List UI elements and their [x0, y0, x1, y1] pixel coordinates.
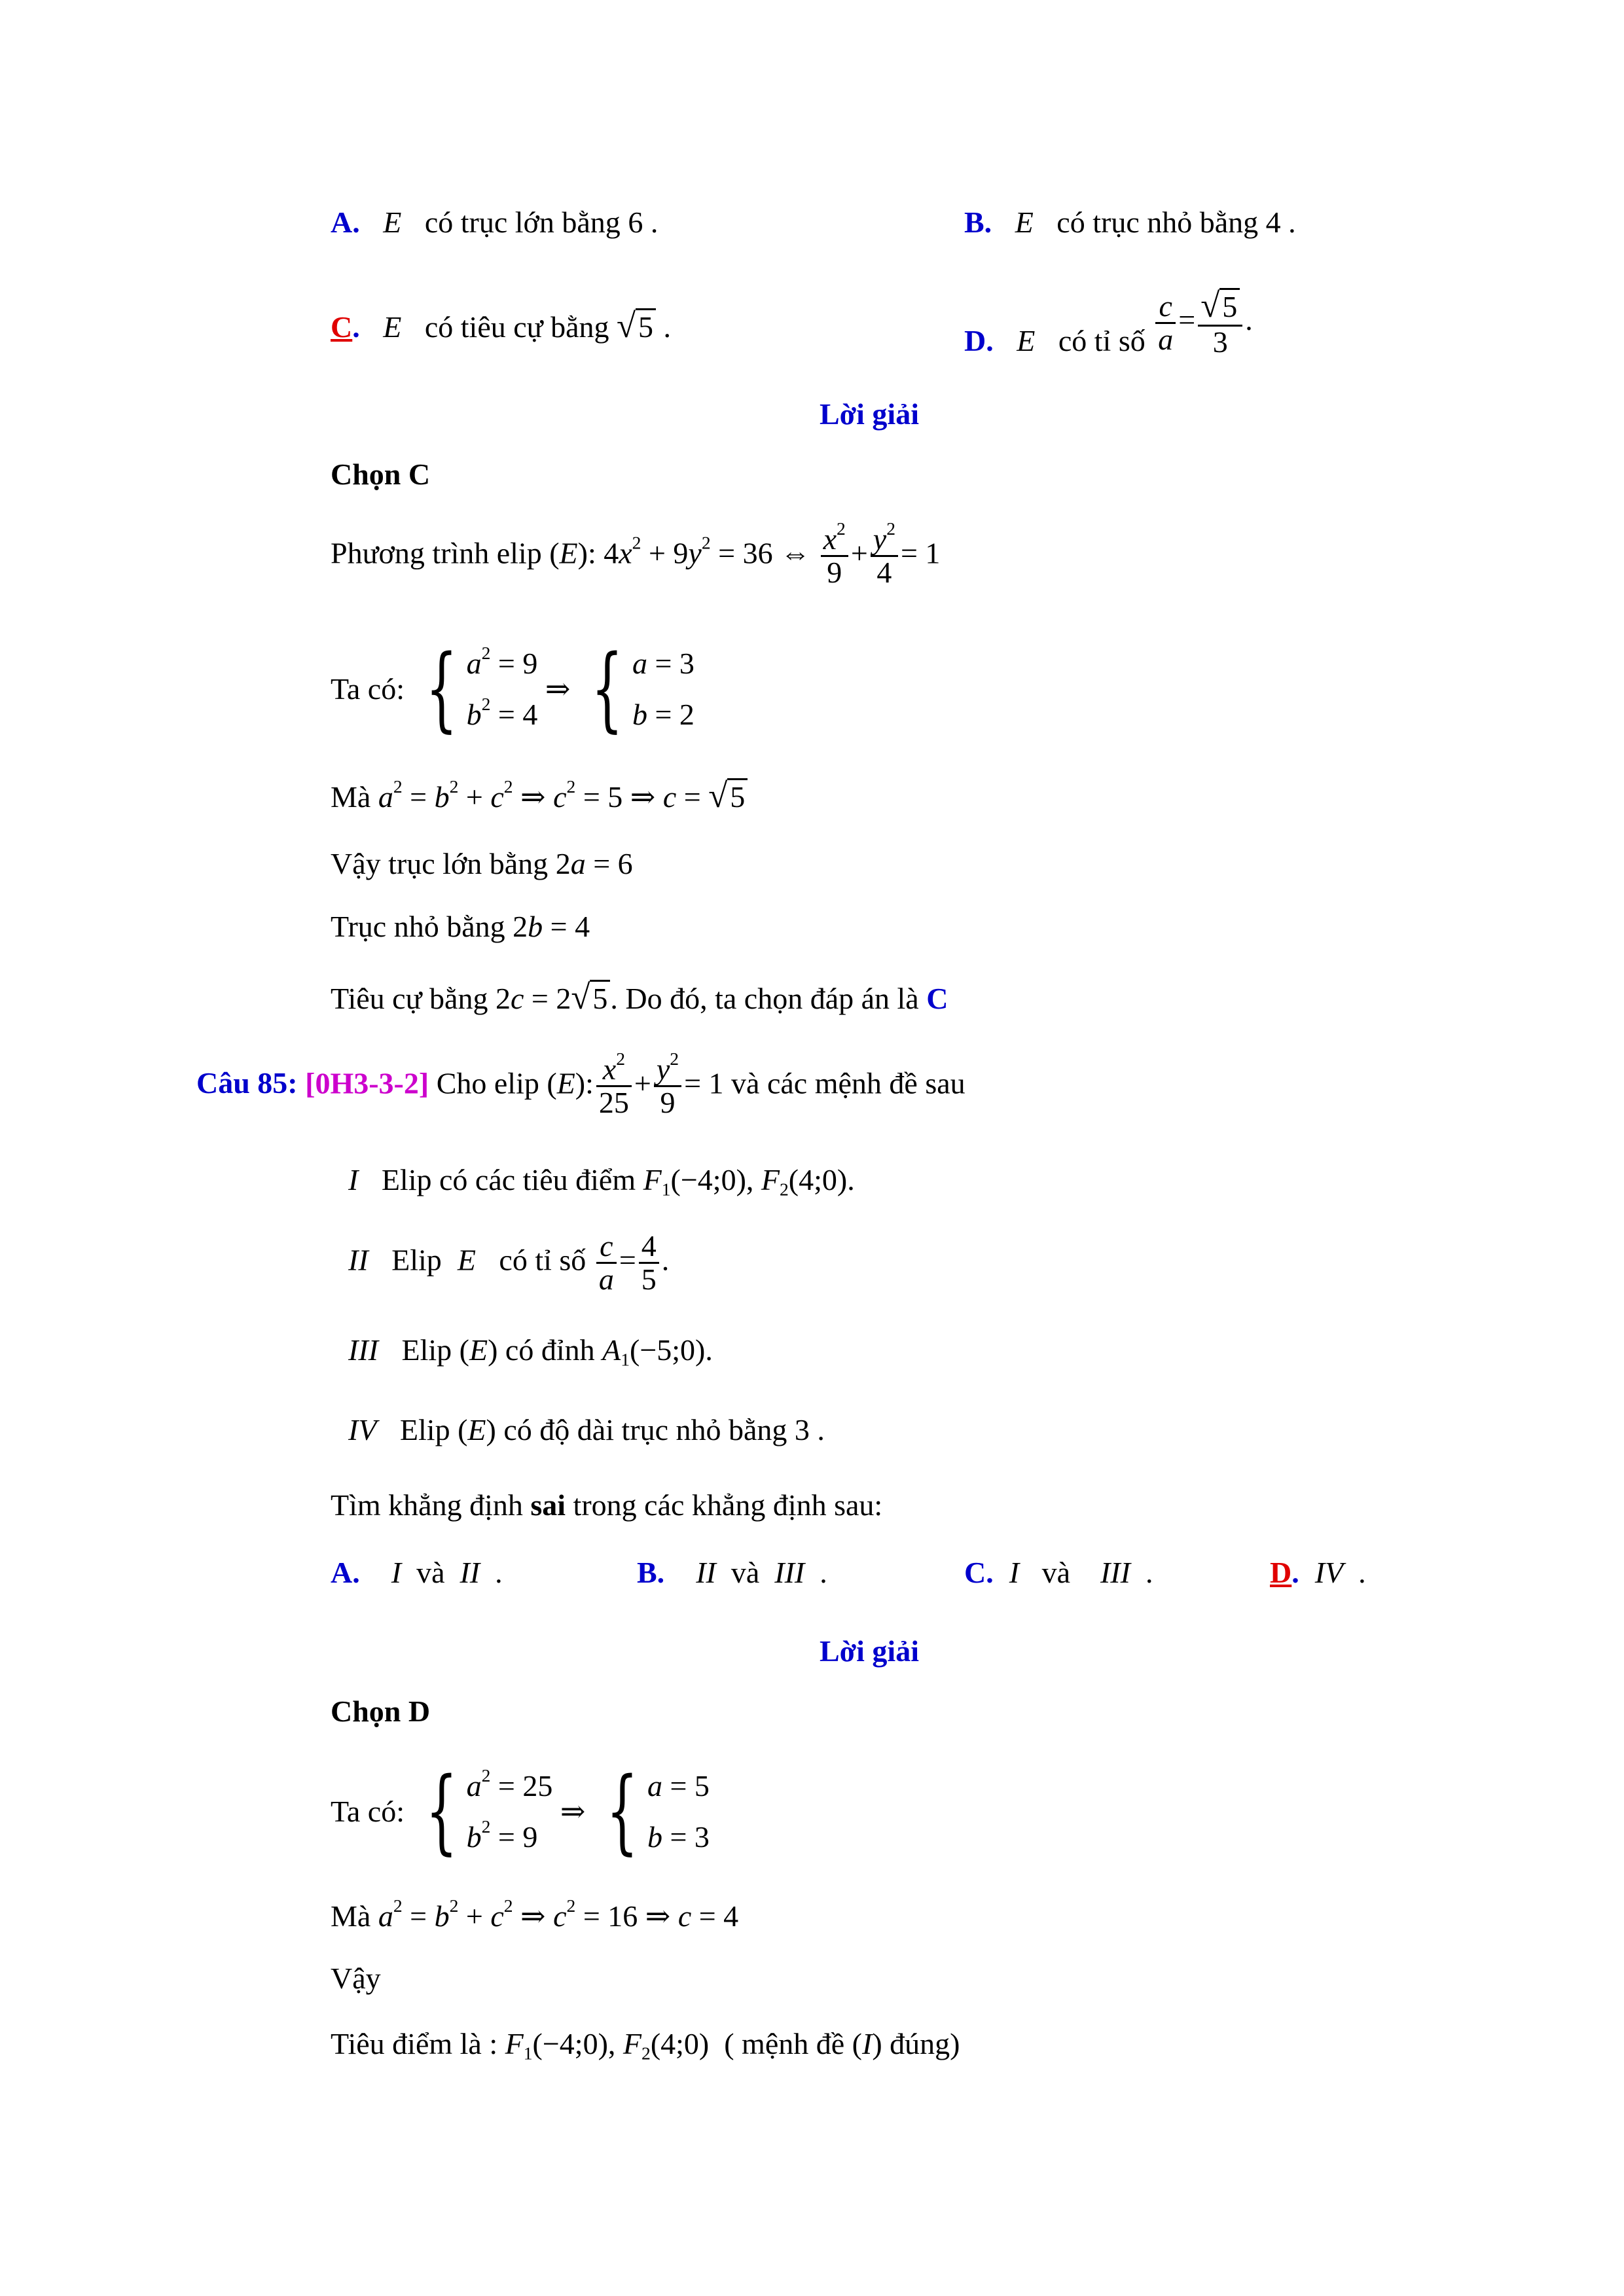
and-c: và	[1041, 1556, 1070, 1589]
statement-2-text-b: có tỉ số	[499, 1243, 586, 1277]
vay-line: Vậy	[331, 1962, 381, 1995]
focus-note-pre: ( mệnh đề	[724, 2027, 845, 2060]
ellipse-equation: Phương trình elip (E): $4x^2 + 9y^2 = 36$ ⇔ $\frac{x^2}{9}$ + $\frac{y^2}{4}$ = 1	[331, 518, 941, 590]
prompt-post: trong các khẳng định sau:	[573, 1488, 883, 1522]
option-b-label: B.	[964, 206, 992, 239]
taco-2: Ta có:	[331, 1795, 405, 1828]
choose-c: Chọn C	[331, 457, 431, 491]
option-b: B. E có trục nhỏ bằng 4 .	[964, 206, 1296, 239]
and-b: và	[731, 1556, 760, 1589]
frac-c: c	[1155, 291, 1176, 324]
q85-option-c: C. I và III .	[964, 1556, 1153, 1589]
frac-3: 3	[1212, 325, 1228, 359]
question-number: Câu 85:	[196, 1066, 298, 1100]
tieu-cu: Tiêu cự bằng	[331, 982, 488, 1015]
option-b-value: 4	[1265, 206, 1281, 239]
major-axis-line: Vậy trục lớn bằng 2a = 6	[331, 847, 633, 880]
option-a-text: có trục lớn bằng	[424, 206, 621, 239]
statement-3-text-b: có đỉnh	[505, 1333, 595, 1367]
statement-4-text: Elip	[399, 1413, 450, 1446]
ma-1: Mà	[331, 780, 371, 814]
option-a-value: 6	[628, 206, 643, 239]
system-2: Ta có: { $a^2 = 25$ $b^2 = 9$ ⇒ { a = 5 b = 3	[331, 1758, 710, 1865]
question-tail: và các mệnh đề sau	[731, 1066, 965, 1100]
minor-axis-line: Trục nhỏ bằng 2b = 4	[331, 910, 590, 943]
q85-option-a: A. I và II .	[331, 1556, 503, 1589]
focus-label: Tiêu điểm là :	[331, 2027, 498, 2060]
question-tag: [0H3-3-2]	[305, 1066, 429, 1100]
focal-line: Tiêu cự bằng 2c = 2√5. Do đó, ta chọn đáp án là C	[331, 978, 948, 1016]
prompt-pre: Tìm khẳng định	[331, 1488, 523, 1522]
truc-nho: Trục nhỏ bằng	[331, 910, 505, 943]
and-a: và	[416, 1556, 445, 1589]
vay-truc-lon: Vậy trục lớn bằng	[331, 847, 549, 880]
question-intro: Cho elip	[436, 1066, 539, 1100]
question-85: Câu 85: [0H3-3-2] Cho elip (E): $\frac{x^2}{25}$ + $\frac{y^2}{9}$ = 1 và các mệnh đề sau	[196, 1048, 965, 1120]
prompt-bold: sai	[530, 1488, 566, 1522]
system-1: Ta có: { $a^2 = 9$ $b^2 = 4$ ⇒ { a = 3 b = 2	[331, 636, 695, 742]
choose-d: Chọn D	[331, 1695, 431, 1728]
statement-2-text: Elip	[391, 1243, 442, 1277]
focus-note-post: đúng)	[890, 2027, 960, 2060]
solution-heading-1: Lời giải	[820, 397, 919, 431]
option-d: D. E có tỉ số $\frac{c}{a}$ = $\frac{√5}{3}$ .	[964, 287, 1253, 359]
frac-a: a	[1158, 322, 1174, 356]
statement-2: II Elip E có tỉ số $\frac{c}{a}$ = $\frac{4}{5}$ .	[348, 1229, 670, 1297]
option-c-text: có tiêu cự bằng	[424, 310, 609, 344]
ma-2: Mà	[331, 1899, 371, 1933]
option-b-text: có trục nhỏ bằng	[1056, 206, 1259, 239]
answer-c: C	[926, 982, 948, 1015]
relation-2: Mà $a^2 = b^2 + c^2$ ⇒ $c^2 = 16$ ⇒ c = 4	[331, 1895, 739, 1933]
conclusion: . Do đó, ta chọn đáp án là	[610, 982, 919, 1015]
statement-3-text: Elip	[401, 1333, 452, 1367]
solution-heading-2: Lời giải	[820, 1634, 919, 1668]
equation-label: Phương trình elip	[331, 536, 542, 570]
q85-option-b: B. II và III .	[637, 1556, 827, 1589]
frac-sqrt5: 5	[1219, 288, 1240, 323]
q85-option-d: D. IV .	[1270, 1556, 1366, 1589]
question-prompt	[331, 1490, 882, 1520]
taco-1: Ta có:	[331, 672, 405, 706]
statement-4: IV Elip (E) có độ dài trục nhỏ bằng 3 .	[348, 1413, 825, 1446]
statement-1-text: Elip có các tiêu điểm	[381, 1163, 636, 1196]
statement-3: III Elip (E) có đỉnh $A_1(-5;0)$.	[348, 1333, 713, 1370]
focus-line: Tiêu điểm là : $F_1(-4;0)$, $F_2(4;0)$ ( mệnh đề (I) đúng)	[331, 2027, 960, 2064]
option-a: A. E có trục lớn bằng 6 .	[331, 206, 659, 239]
option-d-text: có tỉ số	[1058, 323, 1146, 357]
relation-1: Mà $a^2 = b^2 + c^2$ ⇒ $c^2 = 5$ ⇒ c = √5	[331, 779, 748, 814]
statement-4-text-b: có độ dài trục nhỏ bằng	[503, 1413, 787, 1446]
statement-1: I Elip có các tiêu điểm $F_1(-4;0)$, $F_2(4;0)$.	[348, 1163, 855, 1200]
option-d-label: D.	[964, 323, 994, 357]
statement-4-value: 3	[794, 1413, 810, 1446]
option-c-value: 5	[636, 308, 656, 344]
option-c: C. E có tiêu cự bằng √5 .	[331, 307, 672, 345]
option-c-label: C	[331, 310, 353, 344]
option-a-label: A.	[331, 206, 360, 239]
